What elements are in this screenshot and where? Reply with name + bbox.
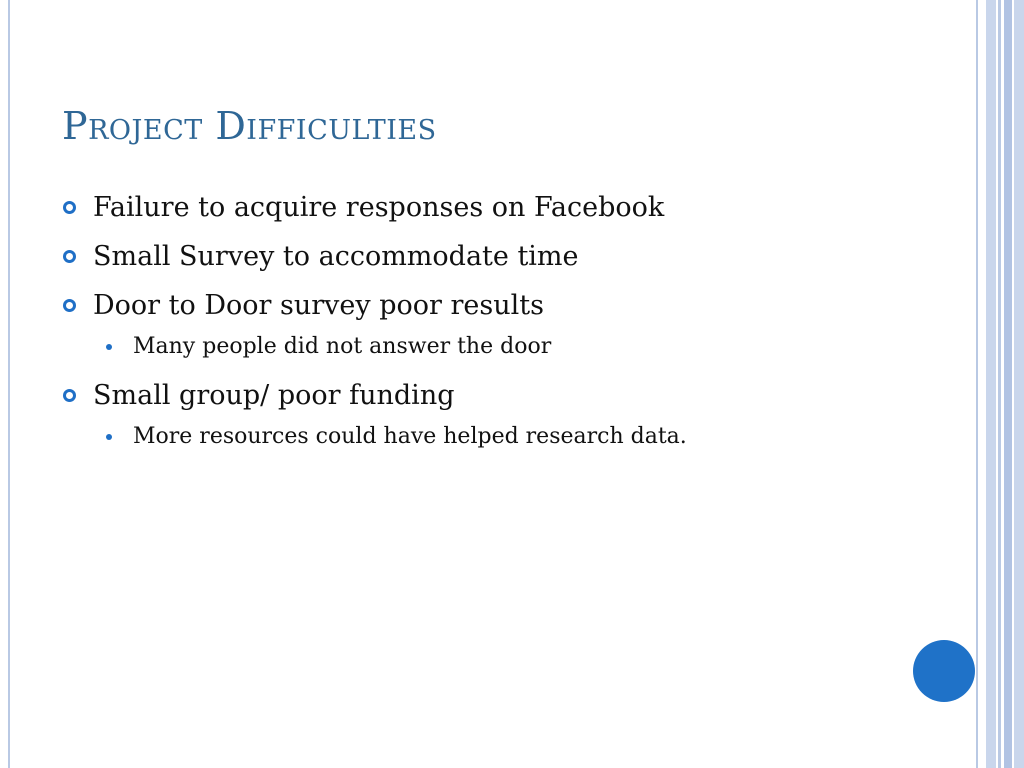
sub-bullet-text: More resources could have helped research data. bbox=[133, 424, 687, 449]
ring-bullet-icon bbox=[63, 201, 76, 214]
sub-bullet-item bbox=[62, 419, 942, 455]
bullet-text: Door to Door survey poor results bbox=[93, 290, 544, 321]
dot-bullet-icon bbox=[106, 344, 112, 350]
ring-bullet-icon bbox=[63, 250, 76, 263]
left-border-line bbox=[8, 0, 10, 768]
bullet-item bbox=[62, 374, 942, 418]
frame-stripe bbox=[1014, 0, 1024, 768]
right-decorative-frame bbox=[976, 0, 1024, 768]
sub-bullet-text: Many people did not answer the door bbox=[133, 334, 552, 359]
slide-title: Project Difficulties bbox=[62, 104, 437, 148]
bullet-item bbox=[62, 186, 942, 230]
bullet-list bbox=[62, 186, 942, 464]
frame-stripe bbox=[976, 0, 978, 768]
frame-stripe bbox=[1004, 0, 1012, 768]
sub-bullet-item bbox=[62, 329, 942, 365]
dot-bullet-icon bbox=[106, 434, 112, 440]
bullet-item bbox=[62, 235, 942, 279]
bullet-item bbox=[62, 284, 942, 328]
ring-bullet-icon bbox=[63, 389, 76, 402]
bullet-text: Small group/ poor funding bbox=[93, 380, 455, 411]
bullet-text: Failure to acquire responses on Facebook bbox=[93, 192, 665, 223]
decorative-circle bbox=[913, 640, 975, 702]
bullet-text: Small Survey to accommodate time bbox=[93, 241, 579, 272]
ring-bullet-icon bbox=[63, 299, 76, 312]
frame-stripe bbox=[986, 0, 996, 768]
frame-stripe bbox=[998, 0, 1001, 768]
